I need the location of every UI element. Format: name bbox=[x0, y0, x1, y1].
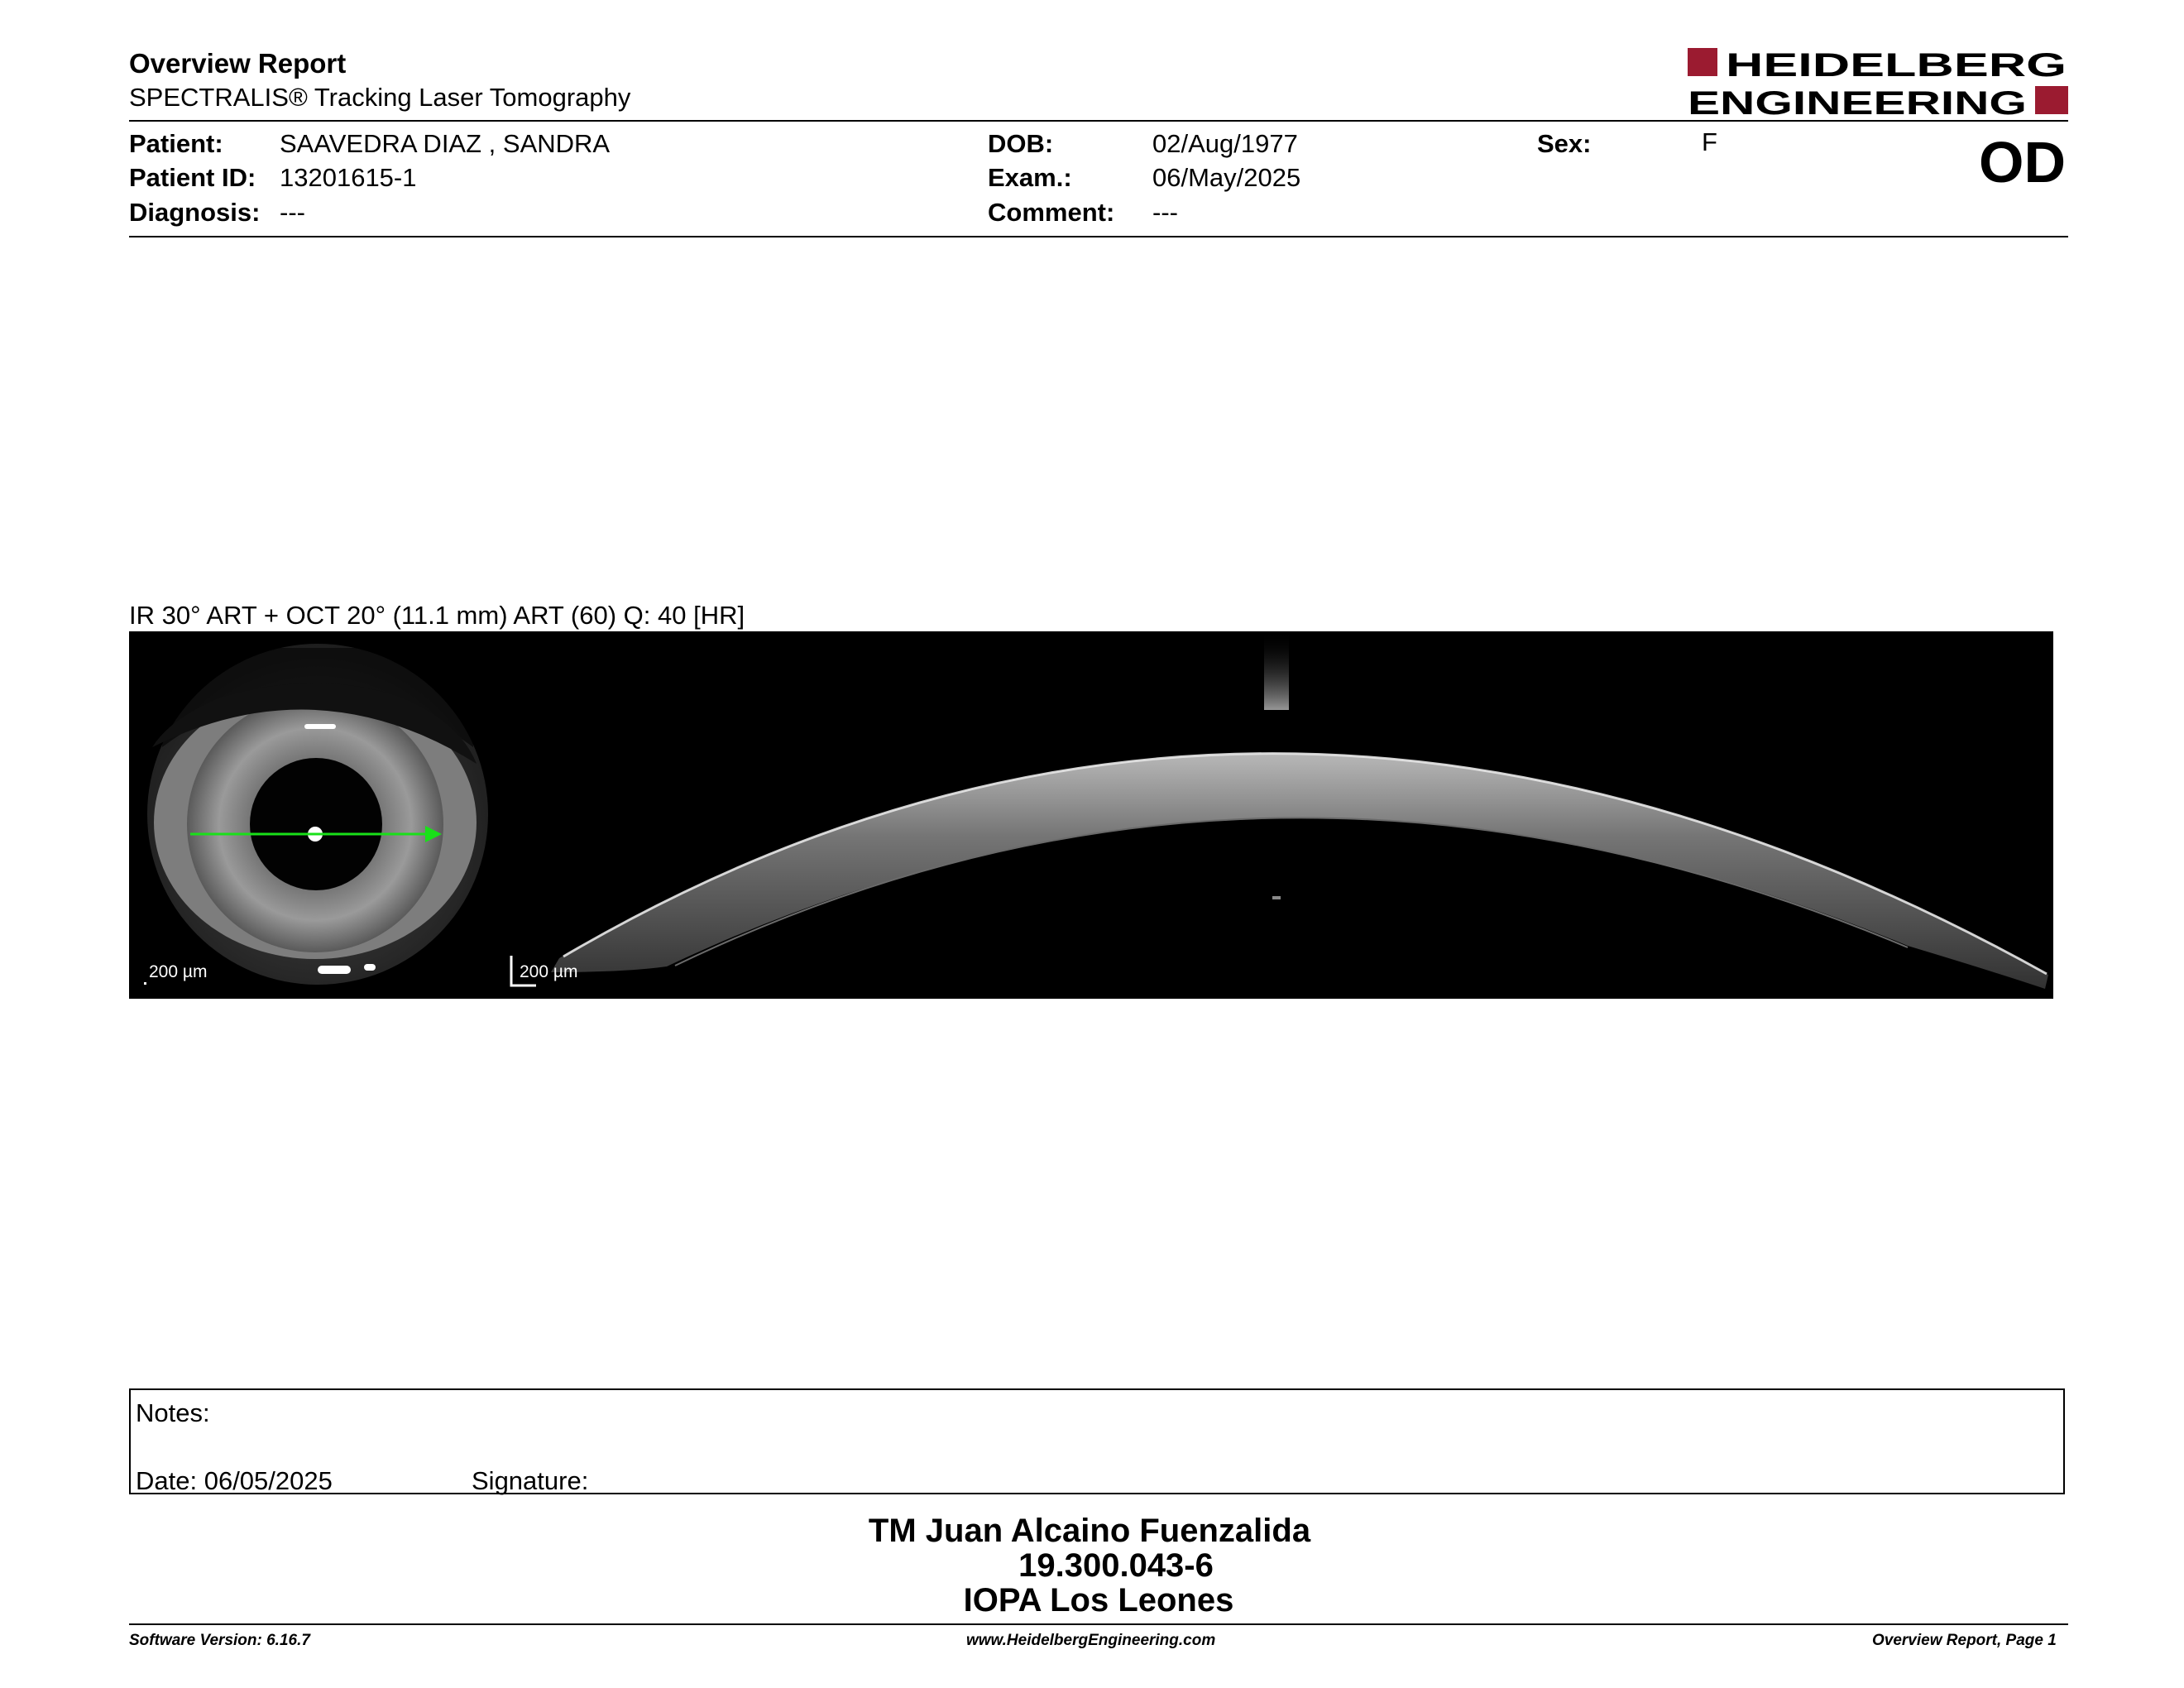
notes-box bbox=[129, 1388, 2065, 1494]
header-rule-top bbox=[129, 120, 2068, 122]
logo-line1: HEIDELBERG bbox=[1726, 47, 2067, 84]
notes-label: Notes: bbox=[136, 1398, 210, 1427]
patient-label: Patient: bbox=[129, 129, 223, 158]
exam-label: Exam.: bbox=[988, 163, 1072, 192]
report-subtitle: SPECTRALIS® Tracking Laser Tomography bbox=[129, 83, 631, 112]
oct-image-panel bbox=[129, 631, 2053, 999]
sex-value: F bbox=[1702, 127, 1717, 156]
date-label: Date: 06/05/2025 bbox=[136, 1466, 333, 1495]
sex-label: Sex: bbox=[1537, 129, 1592, 158]
comment-value: --- bbox=[1152, 198, 1178, 227]
report-title: Overview Report bbox=[129, 48, 347, 79]
eye-laterality: OD bbox=[1979, 130, 2066, 194]
software-version: Software Version: 6.16.7 bbox=[129, 1632, 310, 1649]
ir-scale-bar-icon bbox=[144, 982, 146, 985]
stamp-institution: IOPA Los Leones bbox=[963, 1582, 1234, 1618]
dob-label: DOB: bbox=[988, 129, 1054, 158]
oct-bscan-image bbox=[511, 631, 2048, 989]
ir-eye-image bbox=[144, 644, 488, 985]
stamp-name: TM Juan Alcaino Fuenzalida bbox=[868, 1513, 1311, 1549]
patient-id-value: 13201615-1 bbox=[280, 163, 417, 192]
exam-value: 06/May/2025 bbox=[1152, 163, 1301, 192]
diagnosis-label: Diagnosis: bbox=[129, 198, 261, 227]
patient-name: SAAVEDRA DIAZ , SANDRA bbox=[280, 129, 611, 158]
image-caption: IR 30° ART + OCT 20° (11.1 mm) ART (60) Q: 40 [HR] bbox=[129, 601, 745, 630]
footer-rule bbox=[129, 1623, 2068, 1625]
stamp-id: 19.300.043-6 bbox=[1018, 1547, 1214, 1584]
patient-id-label: Patient ID: bbox=[129, 163, 256, 192]
ir-scale-label: 200 µm bbox=[149, 962, 208, 981]
page-indicator: Overview Report, Page 1 bbox=[1872, 1632, 2057, 1649]
dob-value: 02/Aug/1977 bbox=[1152, 129, 1298, 158]
signature-label: Signature: bbox=[472, 1466, 589, 1495]
diagnosis-value: --- bbox=[280, 198, 305, 227]
header-rule-bottom bbox=[129, 236, 2068, 237]
logo-line2: ENGINEERING bbox=[1688, 85, 2027, 117]
comment-label: Comment: bbox=[988, 198, 1115, 227]
heidelberg-logo bbox=[1688, 45, 2068, 117]
website-link[interactable]: www.HeidelbergEngineering.com bbox=[966, 1632, 1216, 1649]
oct-scale-label: 200 µm bbox=[520, 962, 578, 981]
